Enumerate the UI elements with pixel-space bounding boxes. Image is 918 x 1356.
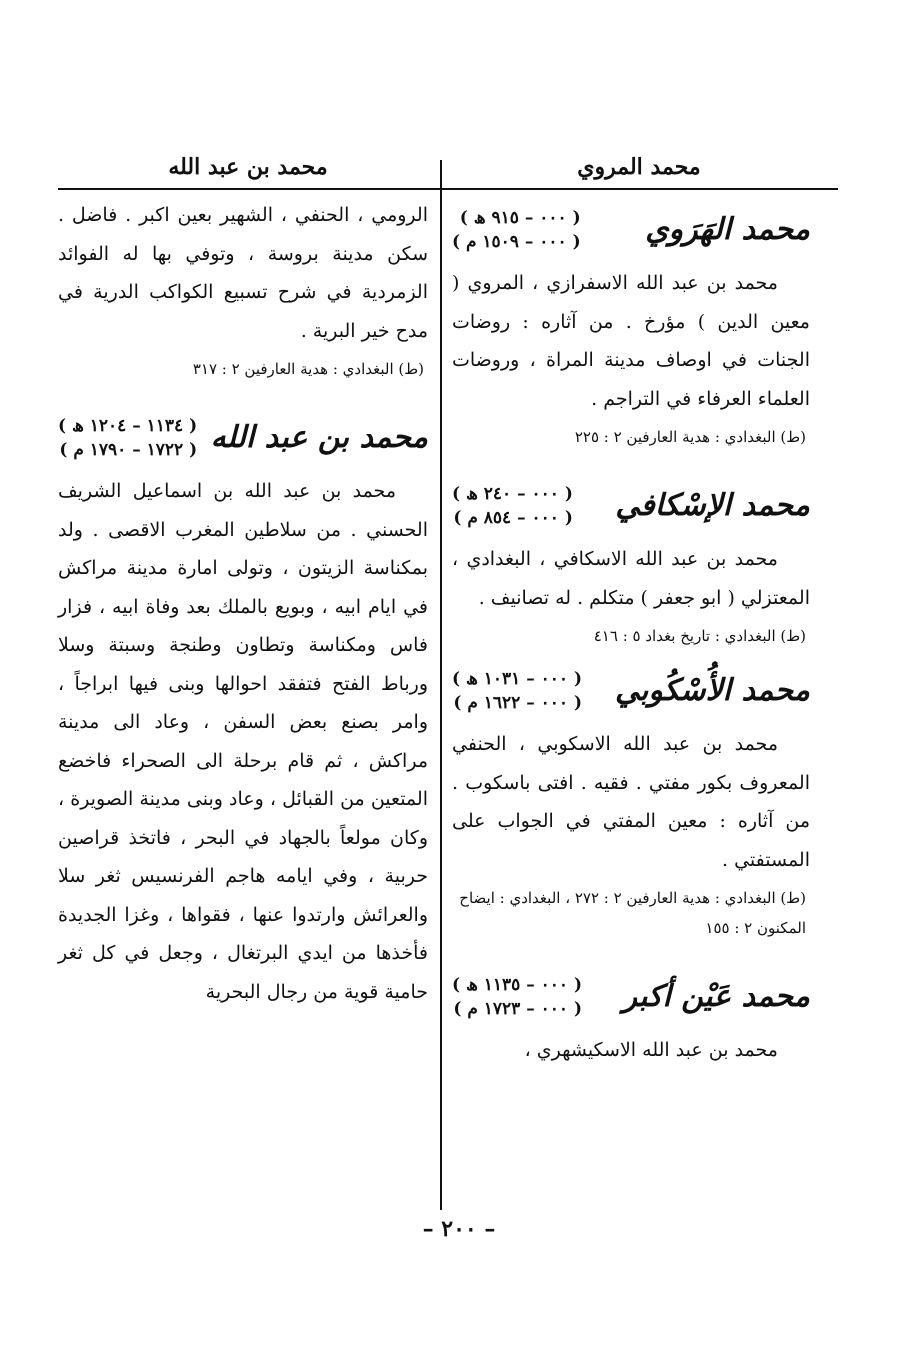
entry-name: محمد عَيْن أكبر bbox=[622, 978, 810, 1014]
entry-source: (ط) البغدادي : تاريخ بغداد ٥ : ٤١٦ bbox=[593, 627, 806, 645]
entry-name: محمد بن عبد الله bbox=[210, 419, 428, 455]
entry-source: (ط) البغدادي : هدية العارفين ٢ : ٢٧٢ ، البغدادي : ايضاح المكنون ٢ : ١٥٥ bbox=[459, 889, 806, 937]
entry-dates bbox=[452, 482, 573, 530]
column-divider bbox=[440, 160, 442, 1210]
entry-heading bbox=[452, 196, 810, 264]
running-header-right: محمد المروي bbox=[577, 154, 701, 180]
entry-text: محمد بن عبد الله بن اسماعيل الشريف الحسني . من سلاطين المغرب الاقصى . ولد بمكناسة الزيتون ، وتولى امارة مدينة مراكش في ايام ابيه ، وبويع بالملك بعد وفاة ابيه ، فزار فاس ومكناسة وتطاون وطنجة وسبتة وسلا ورباط الفتح فتفقد احوالها وبنى فيها ابراجاً ، وامر بصنع بعض السفن ، وعاد الى مدينة مراكش ، ثم قام برحلة الى الصحراء فاخضع المتعين من القبائل ، وعاد وبنى مدينة الصويرة ، وكان مولعاً بالجهاد في البحر ، فاتخذ قراصين حربية ، وفي ايامه هاجم الفرنسيس ثغر سلا والعرائش وارتدوا عنها ، فقواها ، وغزا الجديدة فأخذها من ايدي البرتغال ، وجعل في كل ثغر حامية قوية من رجال البحرية bbox=[58, 480, 428, 1003]
entry-name: محمد الهَرَوي bbox=[645, 211, 810, 247]
left-column bbox=[58, 196, 428, 1011]
entry-text: محمد بن عبد الله الاسكوبي ، الحنفي المعروف بكور مفتي . فقيه . افتى باسكوب . من آثاره : معين المفتي في الجواب على المستفتي . bbox=[452, 733, 810, 871]
running-header-left: محمد بن عبد الله bbox=[168, 154, 328, 180]
date-hijri: ( ١١٣٤ – ١٢٠٤ ھ ) bbox=[58, 416, 198, 436]
entry-dates bbox=[452, 206, 581, 254]
header-rule bbox=[58, 188, 838, 190]
date-gregorian: ( ١٧٢٢ – ١٧٩٠ م ) bbox=[59, 440, 198, 460]
entry-text: محمد بن عبد الله الاسكيشهري ، bbox=[524, 1039, 778, 1061]
entry-text: محمد بن عبد الله الاسفرازي ، المروي ( معين الدين ) مؤرخ . من آثاره : روضات الجنات في اوصاف مدينة المراة ، وروضات العلماء العرفاء في التراجم . bbox=[452, 272, 810, 410]
entry-name: محمد الأُسْكُوبي bbox=[615, 672, 810, 708]
entry-name: محمد الإسْكافي bbox=[615, 487, 810, 523]
continued-text: الرومي ، الحنفي ، الشهير بعين اكبر . فاضل . سكن مدينة بروسة ، وتوفي بها له الفوائد الزمردية في شرح تسبيع الكواكب الدرية في مدح خير البرية . bbox=[58, 204, 428, 342]
date-hijri: ( ٠٠٠ – ١٠٣١ ھ ) bbox=[452, 669, 583, 689]
date-hijri: ( ٠٠٠ – ٢٤٠ ھ ) bbox=[452, 484, 573, 504]
date-hijri: ( ٠٠٠ – ٩١٥ ھ ) bbox=[459, 208, 581, 228]
entry-heading bbox=[452, 657, 810, 725]
entry-source: (ط) البغدادي : هدية العارفين ٢ : ٣١٧ bbox=[192, 360, 424, 378]
entry-heading bbox=[58, 404, 428, 472]
entry-heading bbox=[452, 963, 810, 1031]
date-gregorian: ( ٠٠٠ – ١٥٠٩ م ) bbox=[452, 232, 581, 252]
entry-dates bbox=[58, 414, 197, 462]
entry-source: (ط) البغدادي : هدية العارفين ٢ : ٢٢٥ bbox=[574, 428, 806, 446]
date-gregorian: ( ٠٠٠ – ٨٥٤ م ) bbox=[453, 508, 573, 528]
entry-dates bbox=[452, 973, 582, 1021]
date-gregorian: ( ٠٠٠ – ١٦٢٢ م ) bbox=[453, 693, 583, 713]
entry-text: محمد بن عبد الله الاسكافي ، البغدادي ، المعتزلي ( ابو جعفر ) متكلم . له تصانيف . bbox=[452, 548, 810, 609]
right-column bbox=[452, 196, 810, 1070]
page-number: – ٢٠٠ – bbox=[422, 1216, 496, 1242]
entry-dates bbox=[452, 667, 582, 715]
date-gregorian: ( ٠٠٠ – ١٧٢٣ م ) bbox=[453, 999, 583, 1019]
date-hijri: ( ٠٠٠ – ١١٣٥ ھ ) bbox=[452, 975, 583, 995]
entry-heading bbox=[452, 472, 810, 540]
